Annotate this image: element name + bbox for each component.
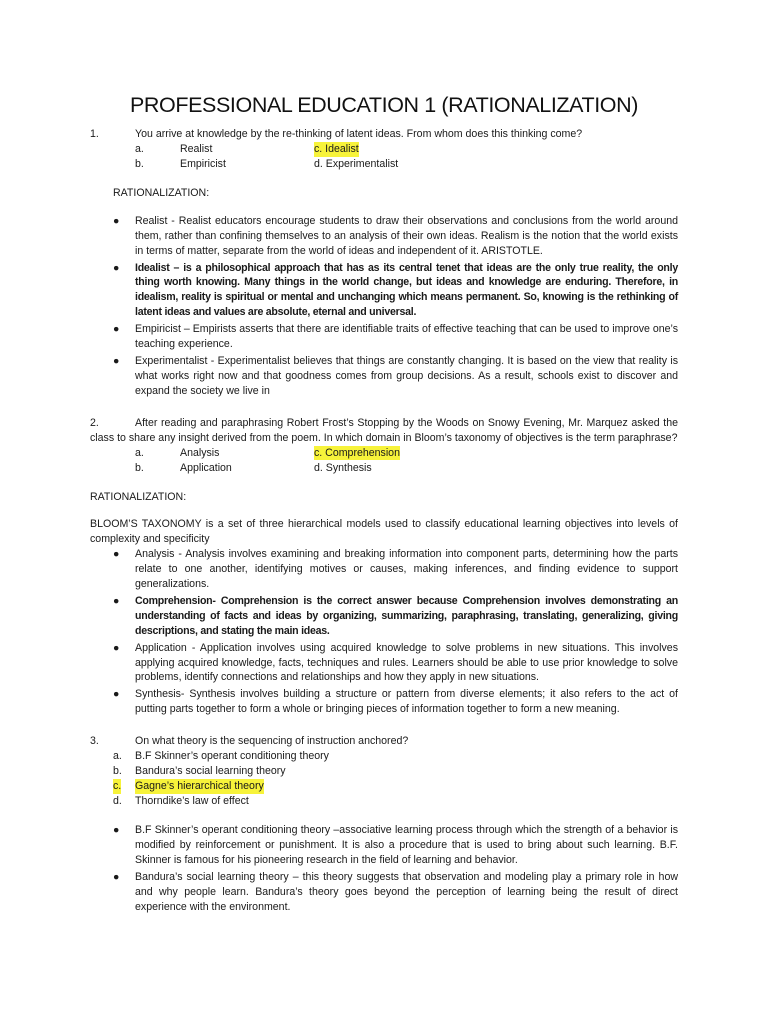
- question-3-option-row: [90, 794, 678, 809]
- question-3: [90, 734, 678, 749]
- option-text: Analysis: [180, 446, 220, 459]
- bullet-text: Idealist – is a philosophical approach that has as its central tenet that ideas are the only true reality, the only thing worth knowing. Many things in the world change, but ideas and knowledge are enduring. Therefore, in idealism, reality is spiritual or mental and unchanging which means permanent. So, knowing is the rethinking of latent ideas and values are absolute, eternal and universal.: [135, 261, 678, 319]
- bullet-icon: ●: [113, 354, 120, 367]
- list-item: [90, 261, 678, 321]
- question-1: [90, 127, 678, 142]
- question-3-option-row: [90, 779, 678, 794]
- option-text: Realist: [180, 142, 213, 155]
- question-1-option-row: [90, 157, 678, 172]
- option-letter: d.: [113, 795, 122, 808]
- blooms-taxonomy-intro: BLOOM’S TAXONOMY is a set of three hierarchical models used to classify educational learning objectives into levels of complexity and specificity: [90, 518, 678, 546]
- list-item: [90, 354, 678, 399]
- list-item: [90, 594, 678, 639]
- bullet-icon: ●: [113, 870, 120, 883]
- question-2: [90, 416, 678, 446]
- question-1-bullet-list: [90, 214, 678, 399]
- question-1-option-row: [90, 142, 678, 157]
- question-2-number: 2.: [90, 416, 99, 429]
- option-letter: c.: [113, 780, 122, 793]
- correct-answer-highlight: c. Idealist: [314, 142, 359, 155]
- question-3-option-row: [90, 764, 678, 779]
- rationalization-label: RATIONALIZATION:: [90, 490, 187, 503]
- option-letter: b.: [135, 157, 144, 170]
- list-item: [90, 322, 678, 352]
- list-item: [90, 214, 678, 259]
- question-3-bullet-list: [90, 823, 678, 914]
- question-2-option-row: [90, 446, 678, 461]
- bullet-text: Empiricist – Empirists asserts that there are identifiable traits of effective teaching that can be used to improve one’s teaching experience.: [135, 323, 678, 351]
- list-item: [90, 870, 678, 915]
- list-item: [90, 641, 678, 686]
- bullet-icon: ●: [113, 323, 120, 336]
- question-3-option-row: [90, 749, 678, 764]
- question-1-text: You arrive at knowledge by the re-thinking of latent ideas. From whom does this thinking come?: [135, 128, 583, 140]
- list-item: [90, 823, 678, 868]
- bullet-icon: ●: [113, 688, 120, 701]
- option-text: Bandura’s social learning theory: [135, 765, 286, 778]
- question-3-text: On what theory is the sequencing of instruction anchored?: [135, 735, 409, 748]
- bullet-icon: ●: [113, 214, 120, 227]
- option-text: Application: [180, 461, 232, 474]
- rationalization-label: RATIONALIZATION:: [113, 186, 210, 199]
- bullet-icon: ●: [113, 594, 120, 607]
- option-text: Thorndike’s law of effect: [135, 795, 249, 808]
- correct-answer-highlight: c. Comprehension: [314, 446, 400, 459]
- bullet-icon: ●: [113, 641, 120, 654]
- question-3-number: 3.: [90, 735, 99, 748]
- bullet-text: Bandura’s social learning theory – this theory suggests that observation and modeling play a primary role in how and why people learn. Bandura’s theory goes beyond the perception of learning being the result of direct experience with the environment.: [135, 870, 678, 913]
- question-1-number: 1.: [90, 128, 99, 140]
- option-letter: b.: [135, 461, 144, 474]
- bullet-text: B.F Skinner’s operant conditioning theory –associative learning process through which the strength of a behavior is modified by reinforcement or punishment. It is also a procedure that is used to bring about such learning. B.F. Skinner is famous for his pioneering research in the field of learning and behavior.: [135, 824, 678, 866]
- question-2-bullet-list: [90, 547, 678, 717]
- bullet-icon: ●: [113, 824, 120, 837]
- option-text: d. Experimentalist: [314, 157, 399, 170]
- list-item: [90, 687, 678, 717]
- bullet-text: Analysis - Analysis involves examining and breaking information into component parts, determining how the parts relate to one another, identifying motives or causes, making inferences, and finding evidence to support generalizations.: [135, 548, 678, 591]
- document-title: PROFESSIONAL EDUCATION 1 (RATIONALIZATION): [129, 93, 639, 117]
- bullet-icon: ●: [113, 261, 120, 274]
- option-text: d. Synthesis: [314, 461, 372, 474]
- bullet-text: Synthesis- Synthesis involves building a structure or pattern from diverse elements; it also refers to the act of putting parts together to form a whole or bringing pieces of information together to form a new meaning.: [135, 688, 678, 716]
- bullet-text: Experimentalist - Experimentalist believes that things are constantly changing. It is based on the view that reality is what works right now and that goodness comes from group decisions. As a result, schools exist to discover and expand the society we live in: [135, 354, 678, 397]
- question-2-text: After reading and paraphrasing Robert Frost’s Stopping by the Woods on Snowy Evening, Mr. Marquez asked the class to share any insight derived from the poem. In which domain in Bloom’s taxonomy of objectives is the term paraphrase?: [90, 416, 678, 444]
- list-item: [90, 547, 678, 592]
- correct-answer-highlight: Gagne’s hierarchical theory: [135, 780, 264, 793]
- option-letter: a.: [135, 446, 144, 459]
- option-letter: a.: [113, 750, 122, 763]
- bullet-icon: ●: [113, 548, 120, 561]
- option-letter: b.: [113, 765, 122, 778]
- bullet-text: Comprehension- Comprehension is the correct answer because Comprehension involves demonstrating an understanding of facts and ideas by organizing, summarizing, paraphrasing, translating, generalizing, giving descriptions, and stating the main ideas.: [135, 594, 678, 637]
- option-text: B.F Skinner’s operant conditioning theory: [135, 750, 329, 763]
- bullet-text: Application - Application involves using acquired knowledge to solve problems in new situations. This involves applying acquired knowledge, facts, techniques and rules. Learners should be able to use prior knowledge to solve problems, identify connections and relationships and how they apply in new situations.: [135, 641, 678, 684]
- option-text: Empiricist: [180, 157, 226, 170]
- option-letter: a.: [135, 142, 144, 155]
- question-2-option-row: [90, 461, 678, 476]
- bullet-text: Realist - Realist educators encourage students to draw their observations and conclusions from the world around them, rather than confining themselves to an analysis of their own ideas. Realism is the notion that the world exists in terms of matter, separate from the world of ideas and independent of it. ARISTOTLE.: [135, 214, 678, 257]
